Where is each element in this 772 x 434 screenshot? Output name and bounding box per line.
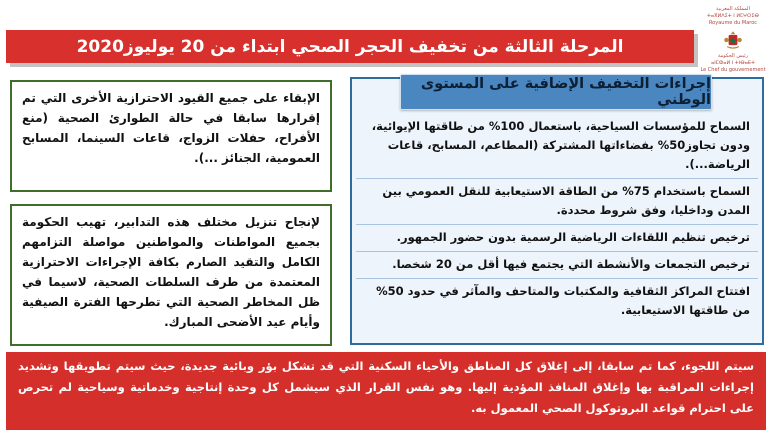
crest-icon bbox=[718, 29, 748, 51]
government-appeal-box: لإنجاح تنزيل مختلف هذه التدابير، تهيب الحكومة بجميع المواطنات والمواطنين مواصلة التزامهم الكامل والتقيد الصارم بكافة الإجراءات الاحترازية المعتمدة من طرف السلطات الصحية، لاسيما في ظل المخاطر الصحية التي تطرحها الفترة الصيفية وأيام عيد الأضحى المبارك. bbox=[10, 204, 332, 346]
lockdown-warning-banner: سيتم اللجوء، كما تم سابقا، إلى إغلاق كل المناطق والأحياء السكنية التي قد تشكل بؤر وبائية جديدة، حيث سيتم تطويقها وتشديد إجراءات المراقبة بها وإغلاق المنافذ المؤدية إليها. وهو نفس القرار الذي سيشمل كل وحدة إنتاجية وخدماتية وسياحية لم تحرص على احترام قواعد البروتوكول الصحي المعمول به. bbox=[6, 352, 766, 430]
emblem-text: رئيس الحكومة bbox=[717, 53, 749, 59]
list-item: السماح باستخدام 75% من الطاقة الاستيعابية للنقل العمومي بين المدن وداخليا، وفق شروط محددة. bbox=[356, 179, 758, 225]
list-item: السماح للمؤسسات السياحية، باستعمال 100% من طاقتها الإيوائية، ودون تجاوز50% بفضاءاتها المشتركة (المطاعم، المسابح، قاعات الرياضة...). bbox=[356, 114, 758, 179]
list-item: افتتاح المراكز الثقافية والمكتبات والمتاحف والمآثر في حدود 50% من طاقتها الاستيعابية. bbox=[376, 284, 750, 317]
emblem-text: Le Chef du gouvernement bbox=[700, 67, 766, 73]
emblem-text: ⴰⵏⵎⵀⴰⵍ ⵏ ⵜⵏⴱⴰⴹⵜ bbox=[711, 60, 755, 66]
list-item: ترخيص التجمعات والأنشطة التي يجتمع فيها أقل من 20 شخصا. bbox=[356, 252, 758, 279]
government-emblem bbox=[700, 6, 766, 74]
national-measures-heading: إجراءات التخفيف الإضافية على المستوى الوطني bbox=[400, 74, 712, 110]
page-title: المرحلة الثالثة من تخفيف الحجر الصحي ابتداء من 20 يوليوز2020 bbox=[6, 30, 694, 63]
emblem-text: Royaume du Maroc bbox=[708, 20, 758, 26]
restrictions-box: الإبقاء على جميع القيود الاحترازية الأخرى التي تم إقرارها سابقا في حالة الطوارئ الصحية (منع الأفراح، حفلات الزواج، قاعات السينما، المسابح العمومية، الجنائز ...). bbox=[10, 80, 332, 192]
emblem-text: ⵜⴰⴳⵍⴷⵉⵜ ⵏ ⵍⵎⵖⵔⵉⴱ bbox=[707, 13, 759, 19]
emblem-text: المملكة المغربية bbox=[716, 6, 750, 12]
national-measures-list bbox=[356, 114, 758, 324]
list-item: ترخيص تنظيم اللقاءات الرياضية الرسمية بدون حضور الجمهور. bbox=[356, 225, 758, 252]
